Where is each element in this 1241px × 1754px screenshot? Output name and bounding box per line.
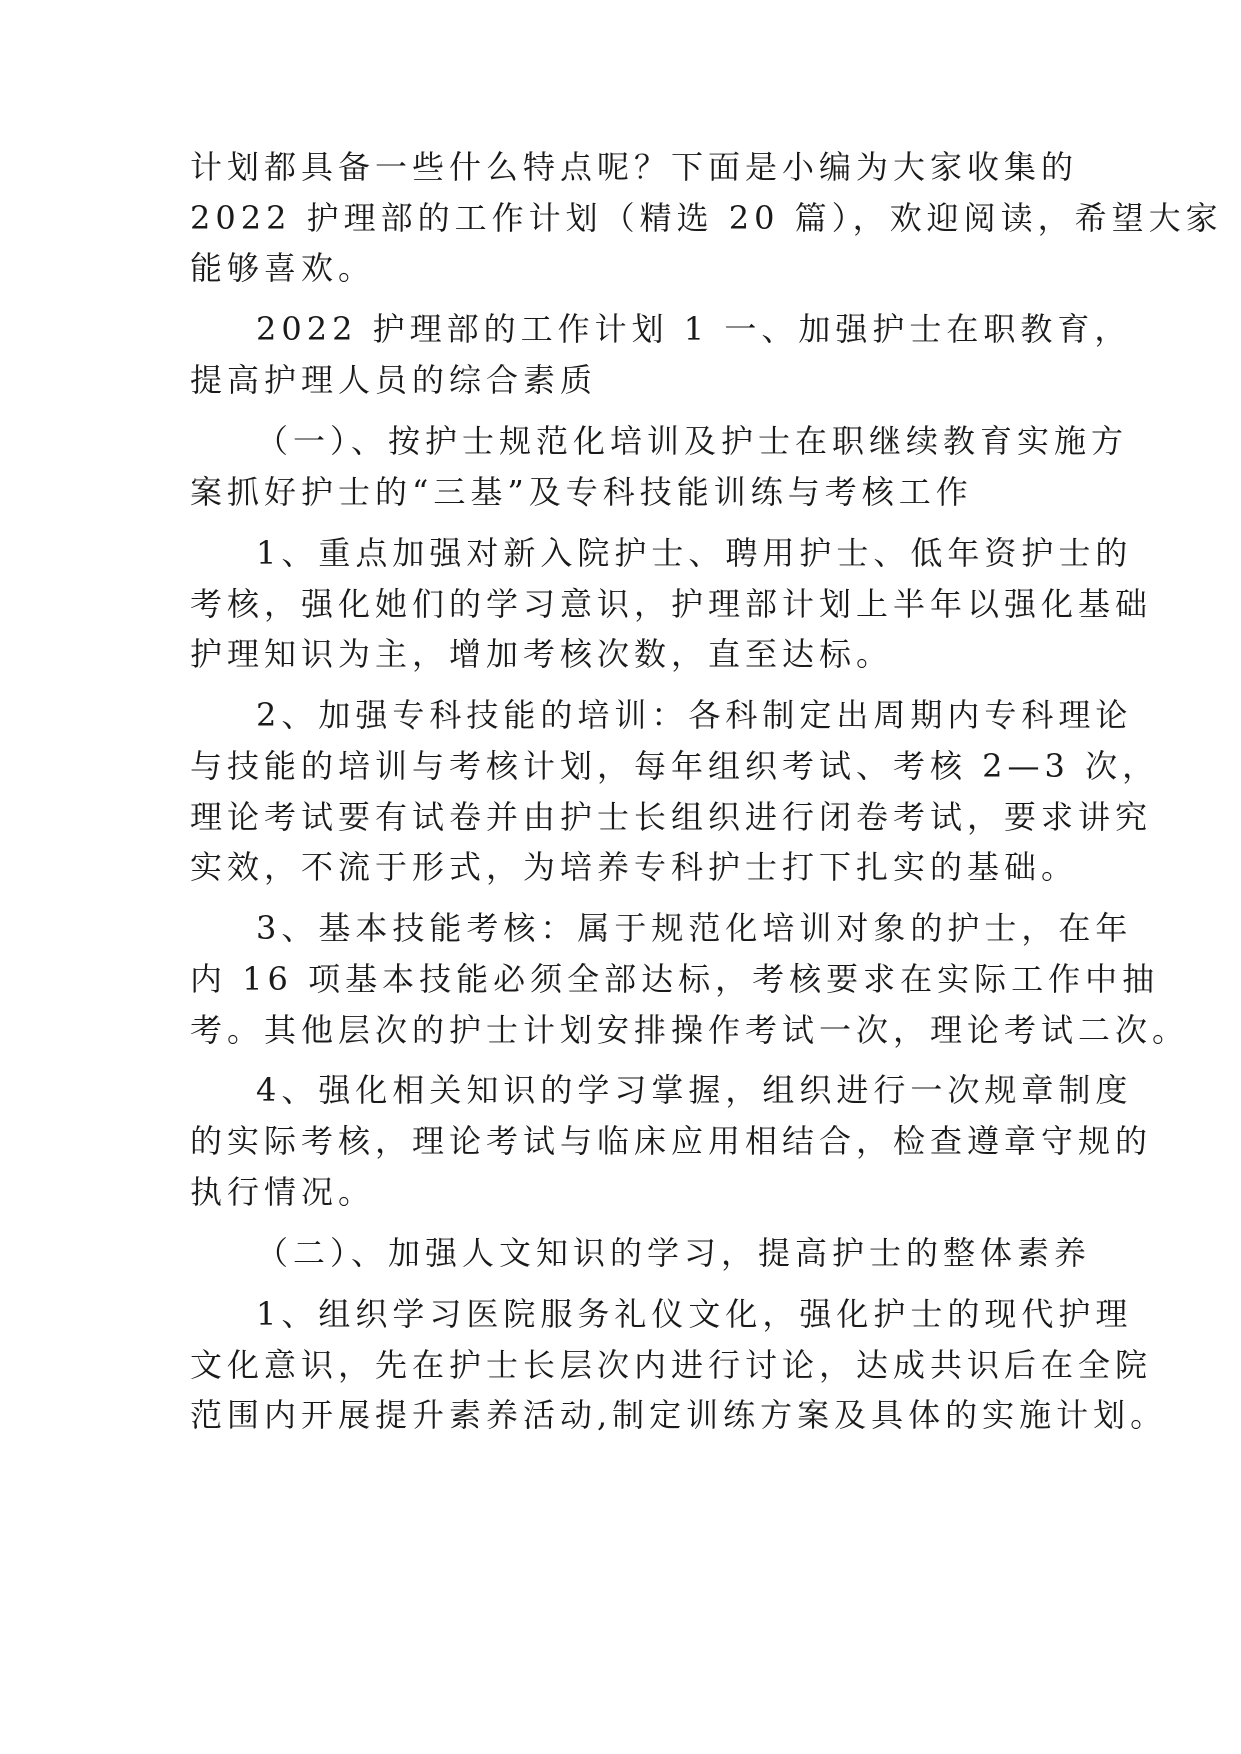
item-1-line-1: 1、重点加强对新入院护士、聘用护士、低年资护士的: [256, 534, 1133, 572]
item-4-line-3: 执行情况。: [190, 1173, 376, 1211]
item-2-line-4: 实效，不流于形式，为培养专科护士打下扎实的基础。: [190, 848, 1079, 886]
subsection-1-line-2: 案抓好护士的“三基”及专科技能训练与考核工作: [190, 473, 973, 511]
section-title-line-1: 2022 护理部的工作计划 1 一、加强护士在职教育，: [256, 310, 1132, 348]
item-2-line-1: 2、加强专科技能的培训：各科制定出周期内专科理论: [256, 696, 1133, 734]
item-3-line-2: 内 16 项基本技能必须全部达标，考核要求在实际工作中抽: [190, 960, 1160, 998]
item-5-line-1: 1、组织学习医院服务礼仪文化，强化护士的现代护理: [256, 1295, 1133, 1333]
text-line-2: 2022 护理部的工作计划（精选 20 篇），欢迎阅读，希望大家: [190, 199, 1223, 237]
item-5-line-2: 文化意识，先在护士长层次内进行讨论，达成共识后在全院: [190, 1346, 1153, 1384]
item-5-line-3: 范围内开展提升素养活动,制定训练方案及具体的实施计划。: [190, 1396, 1168, 1434]
section-title-line-2: 提高护理人员的综合素质: [190, 361, 598, 399]
text-line-3: 能够喜欢。: [190, 249, 376, 287]
item-1-line-3: 护理知识为主，增加考核次数，直至达标。: [190, 635, 894, 673]
item-4-line-1: 4、强化相关知识的学习掌握，组织进行一次规章制度: [256, 1071, 1133, 1109]
item-2-line-3: 理论考试要有试卷并由护士长组织进行闭卷考试，要求讲究: [190, 798, 1153, 836]
item-1-line-2: 考核，强化她们的学习意识，护理部计划上半年以强化基础: [190, 585, 1153, 623]
item-3-line-3: 考。其他层次的护士计划安排操作考试一次，理论考试二次。: [190, 1011, 1190, 1049]
item-2-line-2: 与技能的培训与考核计划，每年组织考试、考核 2—3 次，: [190, 747, 1160, 785]
text-line-1: 计划都具备一些什么特点呢？下面是小编为大家收集的: [190, 148, 1079, 186]
item-4-line-2: 的实际考核，理论考试与临床应用相结合，检查遵章守规的: [190, 1122, 1153, 1160]
item-3-line-1: 3、基本技能考核：属于规范化培训对象的护士，在年: [256, 909, 1133, 947]
subsection-2-line-1: （二）、加强人文知识的学习，提高护士的整体素养: [256, 1234, 1092, 1272]
subsection-1-line-1: （一）、按护士规范化培训及护士在职继续教育实施方: [256, 422, 1129, 460]
